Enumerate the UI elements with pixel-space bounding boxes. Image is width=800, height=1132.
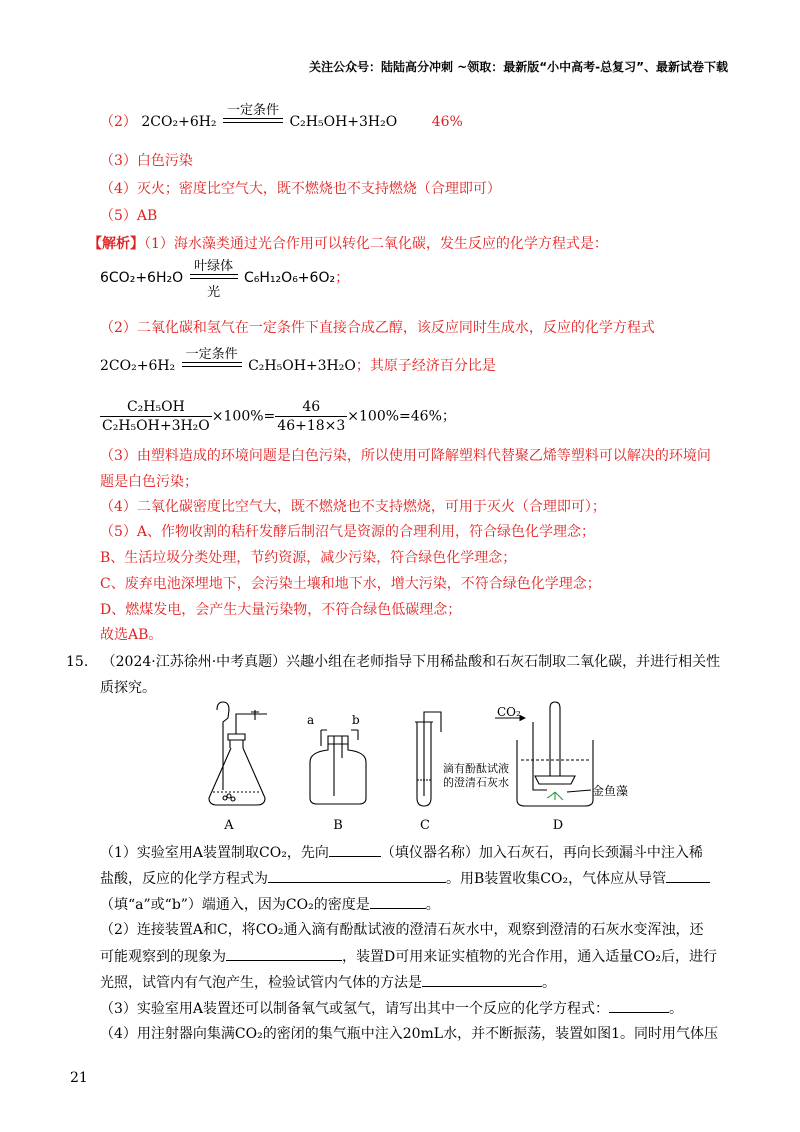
fraction-1: $\frac{\text{C₂H₅OH}}{\text{C₂H₅OH+3H₂O}}$ [102,399,210,434]
analysis-p5b: B、生活垃圾分类处理，节约资源，减少污染，符合绿色化学理念； [100,550,517,566]
answer-3: （3）白色污染 [100,153,193,169]
page-number: 21 [70,1070,88,1086]
q4-line: （4）用注射器向集满CO₂的密闭的集气瓶中注入20mL水，并不断振荡，装置如图1。同时用气体压 [100,1026,719,1042]
answer-5: （5）AB [100,208,158,224]
question-number: 15. [66,654,89,670]
atom-economy-calc: $\frac{\text{C₂H₅OH}}{\text{C₂H₅OH+3H₂O}}$ ×100%= $\frac{46}{46+18\times 3}$ ×100%=46%； [102,399,456,434]
q1-line1: （1）实验室用A装置制取CO₂，先向 （填仪器名称）加入石灰石，再向长颈漏斗中注入稀 [100,842,703,863]
analysis-p5a: （5）A、作物收割的秸秆发酵后制沼气是资源的合理利用，符合绿色化学理念； [100,524,596,540]
analysis-p5e: 故选AB。 [100,627,163,643]
answer-blank[interactable] [329,842,381,857]
analysis-p5c: C、废弃电池深埋地下，会污染土壤和地下水，增大污染，不符合绿色化学理念； [100,576,601,592]
analysis-tag: 【解析】 [88,236,144,252]
analysis-p3-l1: （3）由塑料造成的环境问题是白色污染，所以使用可降解塑料代替聚乙烯等塑料可以解决的环境问 [100,448,711,464]
answer-blank[interactable] [268,868,446,883]
figure-label-a: A [224,818,234,833]
answer-blank[interactable] [226,946,342,961]
q1-line2: 盐酸，反应的化学方程式为 。用B装置收集CO₂，气体应从导管 [100,868,710,889]
answer-blank[interactable] [370,894,426,909]
q1-line3: （填“a”或“b”）端通入，因为CO₂的密度是 。 [100,894,440,915]
analysis-p4: （4）二氧化碳密度比空气大，既不燃烧也不支持燃烧，可用于灭火（合理即可）； [100,499,606,515]
label-d-gas: CO₂ [497,705,521,719]
figure-label-d: D [552,818,564,833]
analysis-p1: 【解析】（1）海水藻类通过光合作用可以转化二氧化碳，发生反应的化学方程式是： [88,236,608,252]
q2-line2: 可能观察到的现象为 ，装置D可用来证实植物的光合作用，通入适量CO₂后，进行 [100,946,717,967]
answer-2-eq-right: C₂H₅OH+3H₂O [289,114,398,130]
label-d-plant: 金鱼藻 [592,784,629,798]
analysis-p2: （2）二氧化碳和氢气在一定条件下直接合成乙醇，该反应同时生成水，反应的化学方程式 [100,320,655,336]
answer-2 [100,103,463,132]
question-15-stem-l2: 质探究。 [100,680,156,696]
q2-line1: （2）连接装置A和C，将CO₂通入滴有酚酞试液的澄清石灰水中，观察到澄清的石灰水变浑浊，还 [100,922,704,938]
apparatus-b-bottle [310,730,366,804]
q2-line3: 光照，试管内有气泡产生，检验试管内气体的方法是 。 [100,972,556,993]
apparatus-c-tube [415,712,441,806]
figure-label-c: C [420,818,430,833]
answer-4: （4）灭火；密度比空气大，既不燃烧也不支持燃烧（合理即可） [100,181,501,197]
label-tube-b: b [352,713,360,727]
figure-label-b: B [333,818,343,833]
answer-2-percent: 46% [431,114,463,130]
apparatus-a-flask [209,702,267,805]
label-tube-a: a [307,713,315,727]
answer-2-eq-left: 2CO₂+6H₂ [141,114,217,130]
answer-blank[interactable] [609,998,669,1013]
page-header: 关注公众号：陆陆高分冲刺 ~领取：最新版“小中高考-总复习”、最新试卷下载 [309,60,728,74]
answer-2-prefix: （2） [100,114,137,130]
equation-condition-sign: 一定条件 [223,118,283,126]
q3-line: （3）实验室用A装置还可以制备氧气或氢气，请写出其中一个反应的化学方程式： 。 [100,998,683,1019]
analysis-p2-equation: 2CO₂+6H₂ 一定条件 C₂H₅OH+3H₂O；其原子经济百分比是 [100,347,496,374]
label-c-note: 滴有酚酞试液 的澄清石灰水 [443,762,509,789]
photosynthesis-equation: 6CO₂+6H₂O 叶绿体 光 C₆H₁₂O₆+6O₂； [100,259,350,300]
answer-blank[interactable] [422,972,542,987]
answer-blank[interactable] [666,868,710,883]
analysis-p5d: D、燃煤发电，会产生大量污染物，不符合绿色低碳理念； [100,602,462,618]
analysis-p3-l2: 题是白色污染； [100,474,198,490]
question-15-stem: 15. （2024·江苏徐州·中考真题）兴趣小组在老师指导下用稀盐酸和石灰石制取二氧化碳，并进行相关性 [66,654,721,670]
fraction-2: $\frac{46}{46+18\times 3}$ [277,399,346,434]
